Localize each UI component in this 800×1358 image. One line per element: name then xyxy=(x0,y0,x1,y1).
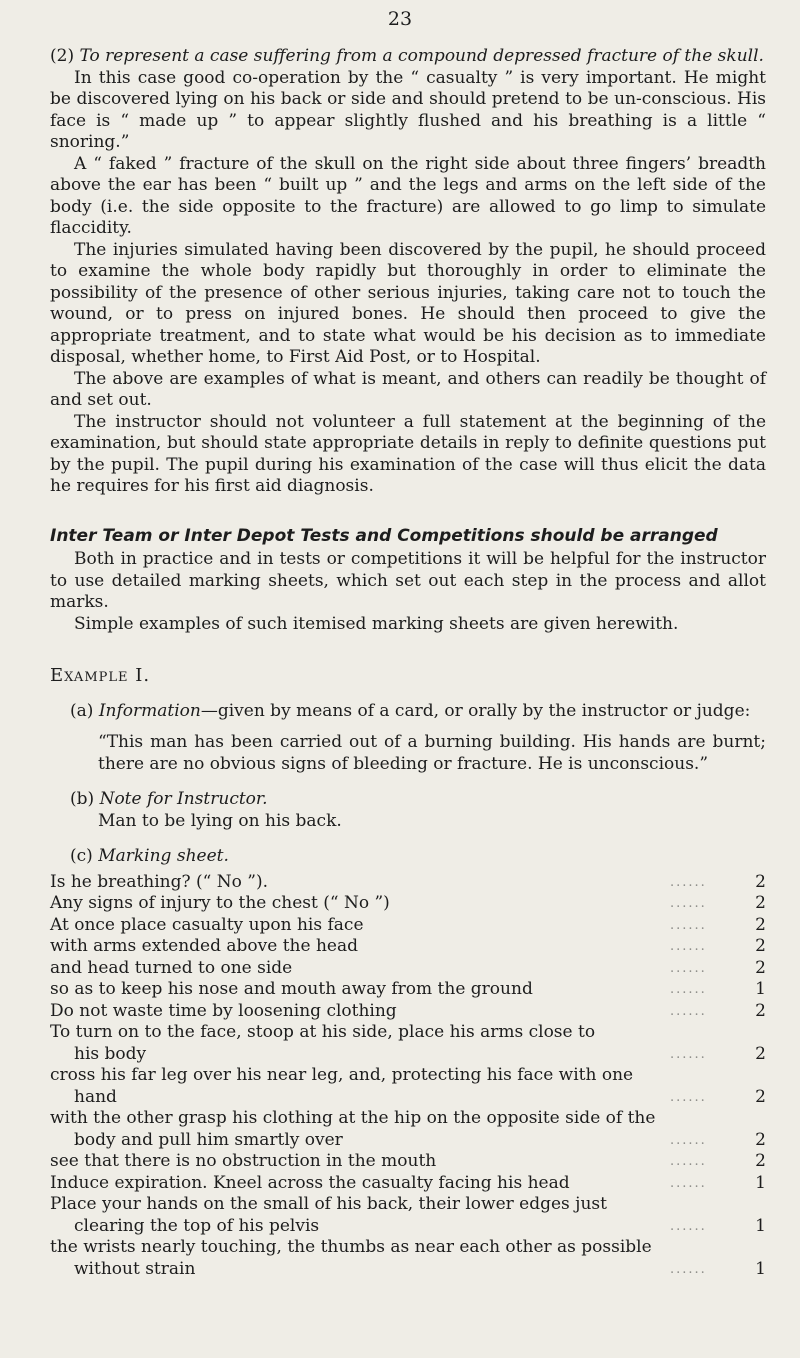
marking-row xyxy=(50,1022,766,1044)
marking-item-mark: 2 xyxy=(755,936,766,956)
marking-item-text: without strain xyxy=(74,1258,196,1279)
marking-item-mark: 2 xyxy=(755,1043,766,1064)
leader-dots: ...... xyxy=(670,960,707,976)
marking-item-text: body and pull him smartly over xyxy=(74,1129,343,1150)
section-heading-text: To represent a case suffering from a compound depressed fracture of the skull. xyxy=(79,46,764,66)
leader-dots: ...... xyxy=(670,917,707,933)
marking-item-text: At once place casualty upon his face xyxy=(50,914,364,935)
marking-row xyxy=(50,1087,766,1109)
marking-row xyxy=(50,1259,766,1281)
paragraph: Both in practice and in tests or competitions it will be helpful for the instructor to use detailed marking sheets, which set out each step in the process and allot marks. xyxy=(50,549,766,612)
paragraph: A “ faked ” fracture of the skull on the right side about three fingers’ breadth above the ear has been “ built up ” and the legs and arms on the left side of the body (i.e. the side opposite to the fracture) are allowed to go limp to simulate flaccidity. xyxy=(50,153,766,238)
marking-row xyxy=(50,1173,766,1195)
leader-dots: ...... xyxy=(670,1046,707,1062)
marking-row xyxy=(50,915,766,937)
paragraph: The instructor should not volunteer a full statement at the beginning of the examination, but should state appropriate details in reply to definite questions put by the pupil. The pupil during his examination of the case will thus elicit the data he requires for his first aid diagnosis. xyxy=(50,411,766,496)
paragraph: The injuries simulated having been discovered by the pupil, he should proceed to examine the whole body rapidly but thoroughly in order to eliminate the possibility of the presence of other serious injuries, taking care not to touch the wound, or to press on injured bones. He should then proceed to give the appropriate treatment, and to state what would be his decision as to immediate disposal, whether home, to First Aid Post, or to Hospital. xyxy=(50,239,766,367)
label-a: (a) xyxy=(70,700,94,721)
marking-row xyxy=(50,1130,766,1152)
marking-sheet-title: Marking sheet. xyxy=(98,846,229,866)
information-text: —given by means of a card, or orally by the instructor or judge: xyxy=(200,700,751,721)
marking-row xyxy=(50,1151,766,1173)
marking-item-text: Place your hands on the small of his back, their lower edges just xyxy=(50,1194,607,1214)
marking-item-text: Is he breathing? (“ No ”). xyxy=(50,871,268,892)
marking-item-mark: 2 xyxy=(755,893,766,913)
marking-item-text: To turn on to the face, stoop at his side, place his arms close to xyxy=(50,1022,596,1042)
marking-row xyxy=(50,1044,766,1066)
leader-dots: ...... xyxy=(670,939,707,954)
marking-item-text: clearing the top of his pelvis xyxy=(74,1215,320,1236)
marking-item-mark: 2 xyxy=(755,1086,766,1107)
marking-item-mark: 2 xyxy=(755,871,766,892)
marking-item-text: hand xyxy=(74,1086,117,1107)
leader-dots: ...... xyxy=(670,1132,707,1148)
marking-item-text: Induce expiration. Kneel across the casualty facing his head xyxy=(50,1172,570,1193)
marking-sheet-heading xyxy=(70,846,766,868)
marking-row xyxy=(50,979,766,1001)
marking-item-mark: 2 xyxy=(755,1151,766,1171)
marking-row xyxy=(50,1108,766,1130)
marking-item-text: with arms extended above the head xyxy=(50,936,358,956)
marking-row xyxy=(50,958,766,980)
paragraph: The above are examples of what is meant, and others can readily be thought of and set out. xyxy=(50,368,766,410)
marking-row xyxy=(50,1001,766,1023)
marking-item-text: so as to keep his nose and mouth away from the ground xyxy=(50,979,533,999)
marking-item-mark: 1 xyxy=(755,979,766,999)
marking-row xyxy=(50,1216,766,1238)
marking-item-text: his body xyxy=(74,1043,147,1064)
leader-dots: ...... xyxy=(670,982,707,997)
information-title: Information xyxy=(98,700,201,721)
marking-row xyxy=(50,893,766,915)
leader-dots: ...... xyxy=(670,1154,707,1169)
example-title: Example I. xyxy=(50,665,151,686)
page-number: 23 xyxy=(387,8,413,30)
leader-dots: ...... xyxy=(670,1218,707,1234)
leader-dots: ...... xyxy=(670,896,707,911)
marking-sheet xyxy=(50,872,766,1281)
marking-item-text: with the other grasp his clothing at the hip on the opposite side of the xyxy=(50,1108,656,1128)
marking-item-mark: 2 xyxy=(755,914,766,935)
marking-row xyxy=(50,872,766,894)
section-heading-number: (2) xyxy=(50,46,75,66)
paragraph: Simple examples of such itemised marking sheets are given herewith. xyxy=(74,613,679,634)
page-content xyxy=(50,36,766,1280)
information-line xyxy=(70,701,766,723)
marking-item-mark: 2 xyxy=(755,1000,766,1021)
marking-item-text: see that there is no obstruction in the mouth xyxy=(50,1151,437,1171)
marking-item-text: cross his far leg over his near leg, and, protecting his face with one xyxy=(50,1065,634,1085)
note-title: Note for Instructor. xyxy=(99,789,268,809)
marking-item-mark: 1 xyxy=(755,1258,766,1279)
marking-item-text: Any signs of injury to the chest (“ No ”) xyxy=(50,893,390,913)
marking-item-mark: 2 xyxy=(755,1129,766,1150)
paragraph: In this case good co-operation by the “ casualty ” is very important. He might be discovered lying on his back or side and should pretend to be un-conscious. His face is “ made up ” to appear slightly flushed and his breathing is a little “ snoring.” xyxy=(50,67,766,152)
marking-item-mark: 1 xyxy=(755,1172,766,1193)
note-text: Man to be lying on his back. xyxy=(98,810,342,831)
marking-row xyxy=(50,1065,766,1087)
marking-item-text: the wrists nearly touching, the thumbs as near each other as possible xyxy=(50,1237,652,1257)
marking-item-text: and head turned to one side xyxy=(50,957,293,978)
marking-row xyxy=(50,1194,766,1216)
marking-item-mark: 2 xyxy=(755,957,766,978)
label-b: (b) xyxy=(70,789,95,809)
marking-item-text: Do not waste time by loosening clothing xyxy=(50,1000,397,1021)
marking-row xyxy=(50,1237,766,1259)
leader-dots: ...... xyxy=(670,1089,707,1105)
leader-dots: ...... xyxy=(670,1175,707,1191)
note-heading xyxy=(70,789,766,811)
label-c: (c) xyxy=(70,846,93,866)
leader-dots: ...... xyxy=(670,1003,707,1019)
leader-dots: ...... xyxy=(670,874,707,890)
marking-row xyxy=(50,936,766,958)
marking-item-mark: 1 xyxy=(755,1215,766,1236)
section-heading xyxy=(50,46,766,68)
inter-team-heading: Inter Team or Inter Depot Tests and Competitions should be arranged xyxy=(50,525,718,546)
leader-dots: ...... xyxy=(670,1261,707,1277)
information-quote: “This man has been carried out of a burning building. His hands are burnt; there are no obvious signs of bleeding or fracture. He is unconscious.” xyxy=(98,732,766,774)
